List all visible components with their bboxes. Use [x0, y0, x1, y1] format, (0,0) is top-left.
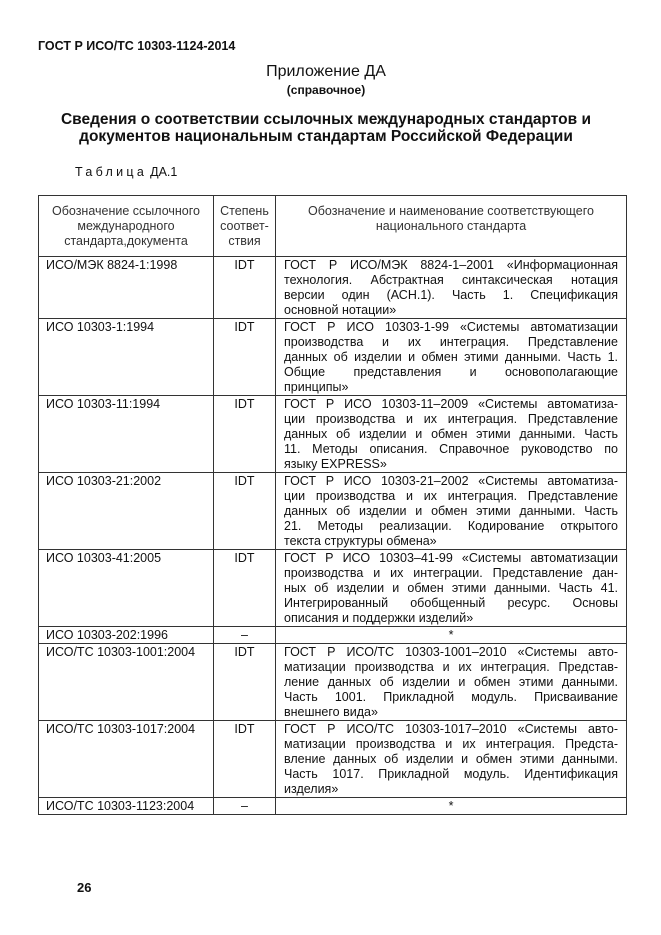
degree-of-correspondence: IDT: [214, 550, 276, 627]
national-standard-line: ных об изделии и обмен этими данными. Часть 41.: [284, 581, 618, 595]
annex-heading-line: Сведения о соответствии ссылочных международных стандартов и: [60, 111, 592, 128]
degree-of-correspondence: IDT: [214, 396, 276, 473]
standards-correspondence-table: [38, 195, 627, 815]
national-standard-line: ции производства и их интеграция. Представление: [284, 412, 618, 426]
national-standard-line: ление данных об изделии и обмен этими данными.: [284, 675, 618, 689]
degree-of-correspondence: IDT: [214, 721, 276, 798]
annex-title: Приложение ДА: [266, 63, 386, 80]
national-standard: [276, 319, 627, 396]
national-standard: [276, 473, 627, 550]
header-line: Степень: [220, 204, 269, 218]
national-standard: [276, 721, 627, 798]
table-row: [39, 257, 627, 319]
table-row: [39, 396, 627, 473]
degree-of-correspondence: IDT: [214, 257, 276, 319]
table-row: [39, 319, 627, 396]
national-standard: [276, 798, 627, 815]
header-degree: [214, 196, 276, 257]
reference-standard: ИСО/МЭК 8824-1:1998: [39, 257, 214, 319]
header-line: Обозначение ссылочного: [52, 204, 200, 218]
national-standard: [276, 644, 627, 721]
table-caption-word: Таблица: [75, 165, 148, 179]
table-row: [39, 550, 627, 627]
national-standard-line: ГОСТ Р ИСО/МЭК 8824-1–2001 «Информационная: [284, 258, 618, 272]
reference-standard: ИСО/ТС 10303-1123:2004: [39, 798, 214, 815]
annex-heading: [30, 111, 622, 145]
table-caption: [75, 164, 177, 180]
no-national-standard-mark: *: [448, 628, 454, 642]
table-row: [39, 798, 627, 815]
national-standard-line: описания и поддержки изделий»: [284, 611, 474, 625]
table-row: [39, 473, 627, 550]
annex-status: (справочное): [286, 83, 366, 97]
degree-of-correspondence: IDT: [214, 319, 276, 396]
table-header-row: [39, 196, 627, 257]
national-standard-line: ции производства и их интеграция. Представление: [284, 489, 618, 503]
national-standard-line: ГОСТ Р ИСО/ТС 10303-1017–2010 «Системы авто-: [284, 722, 618, 736]
national-standard-line: матизации производства и их интеграция. Представ-: [284, 660, 618, 674]
national-standard-line: ГОСТ Р ИСО 10303-21–2002 «Системы автоматиза-: [284, 474, 618, 488]
document-code: ГОСТ Р ИСО/ТС 10303-1124-2014: [38, 39, 236, 53]
national-standard-line: языку EXPRESS»: [284, 457, 387, 471]
degree-of-correspondence: IDT: [214, 473, 276, 550]
national-standard: [276, 550, 627, 627]
national-standard-line: ГОСТ Р ИСО 10303-11–2009 «Системы автоматиза-: [284, 397, 618, 411]
table-row: [39, 627, 627, 644]
national-standard-line: матизации производства и их интеграция. Предста-: [284, 737, 618, 751]
header-line: стандарта,документа: [64, 234, 188, 248]
reference-standard: ИСО/ТС 10303-1001:2004: [39, 644, 214, 721]
national-standard-line: технология. Абстрактная синтаксическая нотация: [284, 273, 618, 287]
national-standard: [276, 257, 627, 319]
page-number: 26: [77, 880, 92, 895]
header-line: международного: [77, 219, 175, 233]
table-caption-number: ДА.1: [150, 165, 178, 179]
national-standard-line: ГОСТ Р ИСО 10303-1-99 «Системы автоматизации: [284, 320, 618, 334]
degree-of-correspondence: –: [214, 627, 276, 644]
national-standard-line: данных об изделии и обмен этими данными. Часть 1.: [284, 350, 618, 364]
national-standard: [276, 627, 627, 644]
national-standard-line: вление данных об изделии и обмен этими данными.: [284, 752, 618, 766]
national-standard-line: данных об изделии и обмен этими данными. Часть: [284, 427, 618, 441]
degree-of-correspondence: –: [214, 798, 276, 815]
header-national-standard: [276, 196, 627, 257]
reference-standard: ИСО 10303-202:1996: [39, 627, 214, 644]
header-line: ствия: [228, 234, 261, 248]
national-standard-line: основной нотации»: [284, 303, 397, 317]
reference-standard: ИСО 10303-11:1994: [39, 396, 214, 473]
national-standard: [276, 396, 627, 473]
reference-standard: ИСО 10303-41:2005: [39, 550, 214, 627]
national-standard-line: данных об изделии и обмен этими данными. Часть: [284, 504, 618, 518]
annex-heading-line: документов национальным стандартам Российской Федерации: [79, 128, 573, 145]
national-standard-line: изделия»: [284, 782, 339, 796]
table-row: [39, 721, 627, 798]
table-row: [39, 644, 627, 721]
national-standard-line: принципы»: [284, 380, 349, 394]
reference-standard: ИСО 10303-21:2002: [39, 473, 214, 550]
national-standard-line: Часть 1017. Прикладной модуль. Идентификация: [284, 767, 618, 781]
header-line: соответ-: [220, 219, 269, 233]
national-standard-line: Интегрированный обобщенный ресурс. Основы: [284, 596, 618, 610]
header-line: Обозначение и наименование соответствующего: [308, 204, 594, 218]
national-standard-line: внешнего вида»: [284, 705, 378, 719]
degree-of-correspondence: IDT: [214, 644, 276, 721]
reference-standard: ИСО/ТС 10303-1017:2004: [39, 721, 214, 798]
national-standard-line: ГОСТ Р ИСО 10303–41-99 «Системы автоматизации: [284, 551, 618, 565]
national-standard-line: ГОСТ Р ИСО/ТС 10303-1001–2010 «Системы авто-: [284, 645, 618, 659]
national-standard-line: производства и их интеграция. Представление: [284, 335, 618, 349]
national-standard-line: Часть 1001. Прикладной модуль. Присваивание: [284, 690, 618, 704]
header-line: национального стандарта: [375, 219, 527, 233]
national-standard-line: 21. Методы реализации. Кодирование открытого: [284, 519, 618, 533]
national-standard-line: версии один (АСН.1). Часть 1. Спецификация: [284, 288, 618, 302]
national-standard-line: производства и их интеграции. Представление дан-: [284, 566, 618, 580]
national-standard-line: 11. Методы описания. Справочное руководство по: [284, 442, 618, 456]
national-standard-line: текста структуры обмена»: [284, 534, 437, 548]
national-standard-line: Общие представления и основополагающие: [284, 365, 618, 379]
header-reference-standard: [39, 196, 214, 257]
no-national-standard-mark: *: [448, 799, 454, 813]
reference-standard: ИСО 10303-1:1994: [39, 319, 214, 396]
